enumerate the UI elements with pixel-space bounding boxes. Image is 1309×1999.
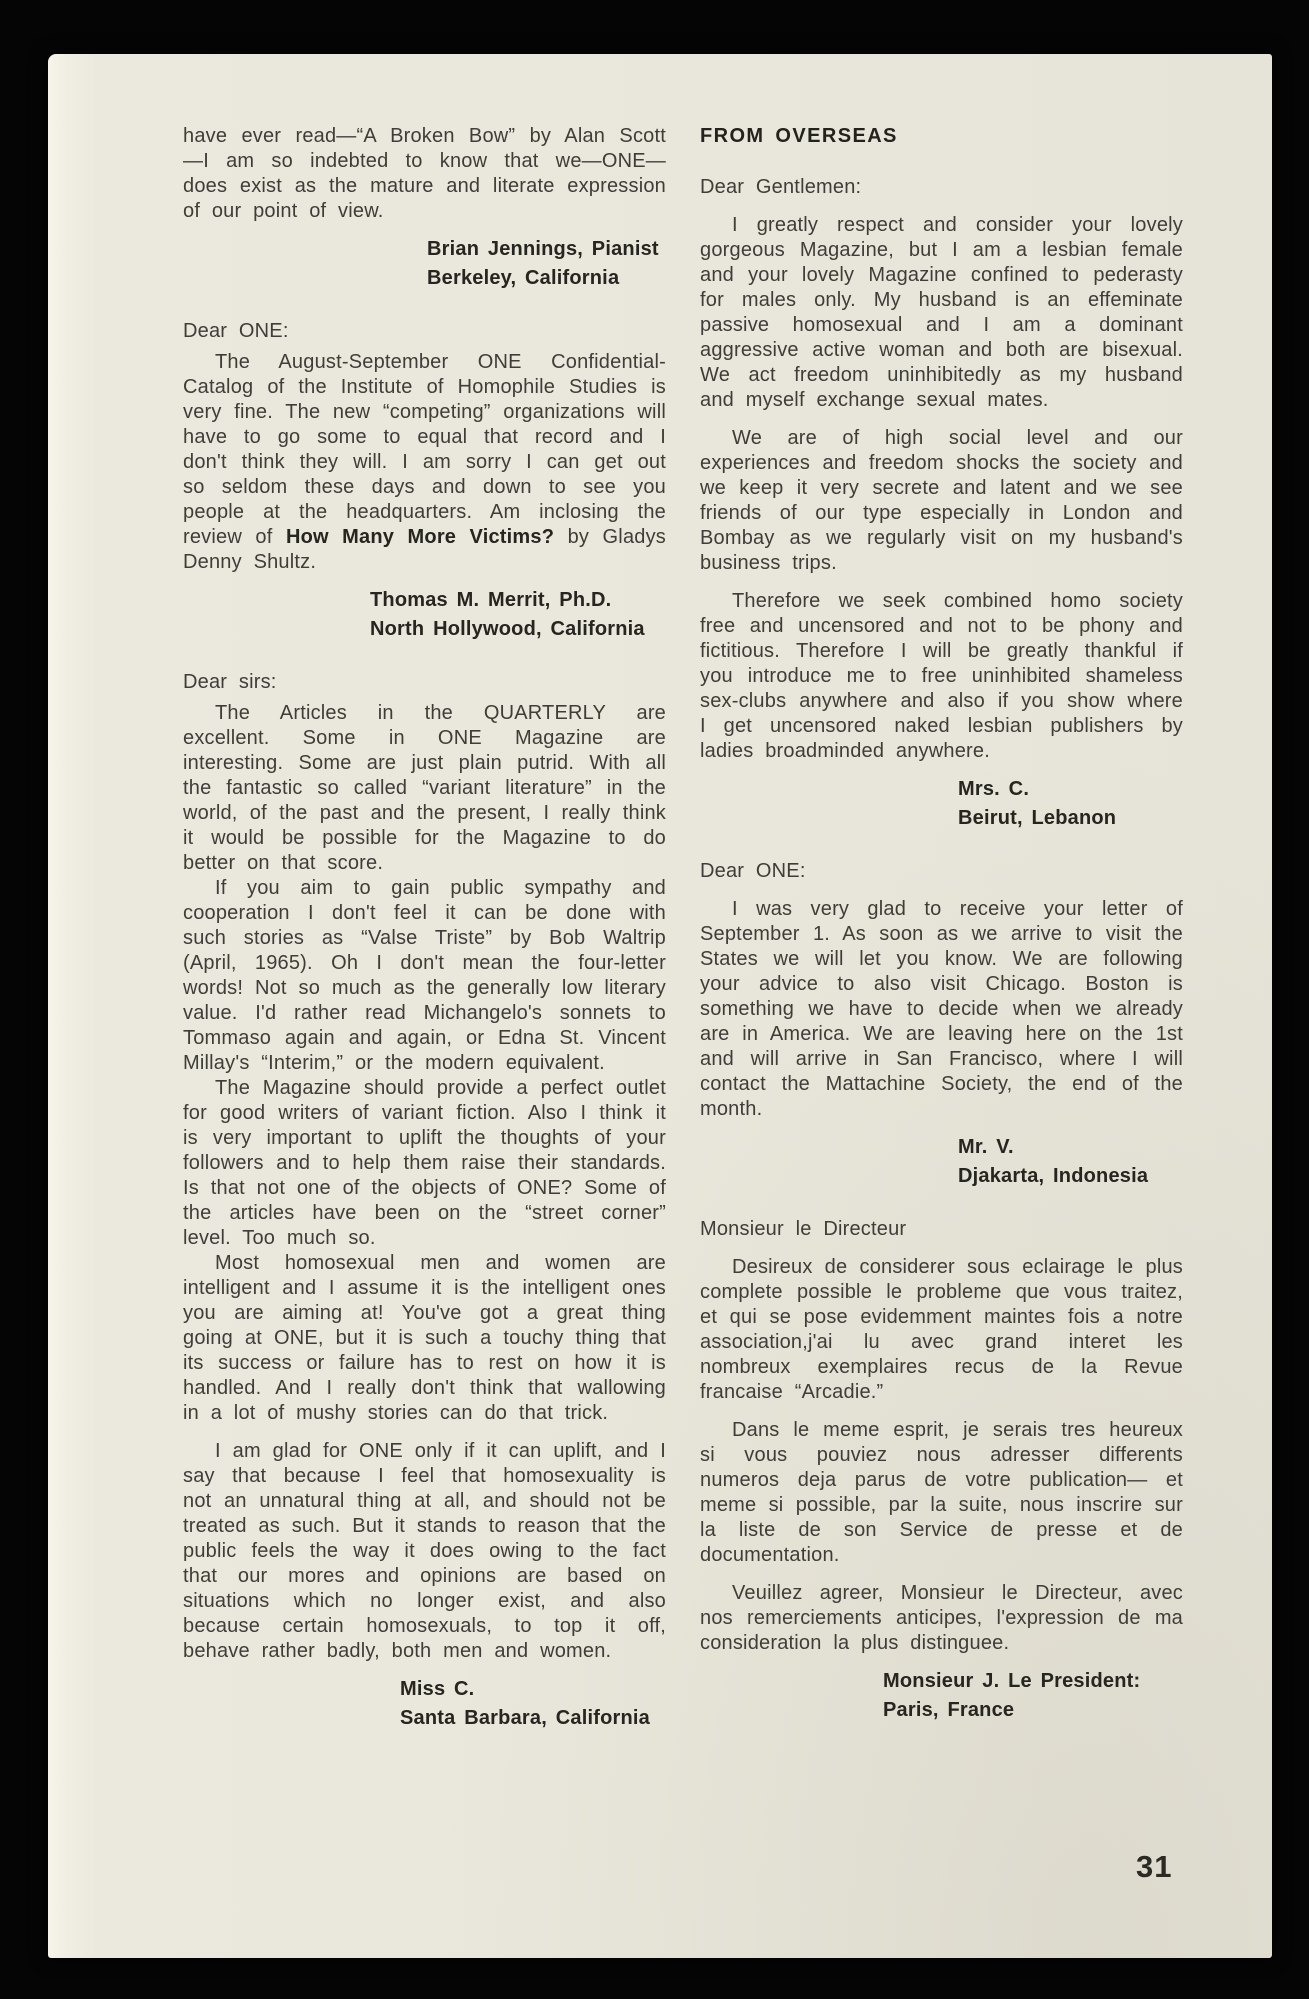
letter-salutation: Dear Gentlemen: [700, 176, 862, 198]
page-number: 31 [1136, 1849, 1173, 1884]
signature-line: Beirut, Lebanon [958, 807, 1117, 829]
signature-line: Djakarta, Indonesia [958, 1165, 1149, 1187]
paragraph-text: have ever read—“A Broken Bow” by Alan Scott—I am so indebted to know that we—ONE—does exist as the mature and literate expression of our point of view. [183, 125, 666, 222]
signature-line: Thomas M. Merrit, Ph.D. [370, 589, 612, 611]
signature-line: Brian Jennings, Pianist [427, 238, 659, 260]
letter-salutation: Dear sirs: [183, 671, 277, 693]
paragraph-text: The August-September ONE Confidential-Catalog of the Institute of Homophile Studies is very fine. The new “competing” organizations will have to go some to equal that record and I don't think they will. I am sorry I can get out so seldom these days and down to see you people at the headquarters. Am inclosing the review of [183, 351, 666, 548]
paragraph-text: I was very glad to receive your letter of September 1. As soon as we arrive to visit the States we will let you know. We are following your advice to also visit Chicago. Boston is something we have to decide when we already are in America. We are leaving here on the 1st and will arrive in San Francisco, where I will contact the Mattachine Society, the end of the month. [700, 898, 1183, 1120]
letter-paragraph [700, 1418, 1183, 1568]
paragraph-text: If you aim to gain public sympathy and cooperation I don't feel it can be done with such stories as “Valse Triste” by Bob Waltrip (April, 1965). Oh I don't mean the four-letter words! Not so much as the generally low literary value. I'd rather read Michangelo's sonnets to Tommaso again and again, or Edna St. Vincent Millay's “Interim,” or the modern equivalent. [183, 877, 666, 1074]
letter-paragraph [183, 350, 666, 575]
letter-signature [883, 1667, 1183, 1725]
letter-salutation: Dear ONE: [183, 320, 289, 342]
letter-paragraph [183, 701, 666, 876]
paragraph-text: Veuillez agreer, Monsieur le Directeur, avec nos remerciements anticipes, l'expression de ma consideration la plus distinguee. [700, 1582, 1183, 1654]
letter-paragraph [183, 1439, 666, 1664]
letter-paragraph [700, 897, 1183, 1122]
section-heading: FROM OVERSEAS [700, 125, 898, 147]
letter-signature [400, 1675, 666, 1733]
letter-signature [958, 1133, 1183, 1191]
signature-line: Paris, France [883, 1699, 1015, 1721]
letter-signature [370, 586, 666, 644]
signature-line: Berkeley, California [427, 267, 620, 289]
paragraph-text: The Articles in the QUARTERLY are excellent. Some in ONE Magazine are interesting. Some are just plain putrid. With all the fantastic so called “variant literature” in the world, of the past and the present, I really think it would be possible for the Magazine to do better on that score. [183, 702, 666, 874]
letter-paragraph [183, 124, 666, 224]
letter-paragraph [700, 213, 1183, 413]
paragraph-text: Dans le meme esprit, je serais tres heureux si vous pouviez nous adresser differents numeros deja parus de votre publication— et meme si possible, par la suite, nous inscrire sur la liste de son Service de presse et de documentation. [700, 1419, 1183, 1566]
letter-paragraph [183, 876, 666, 1076]
paragraph-text: Therefore we seek combined homo society free and uncensored and not to be phony and fictitious. Therefore I will be greatly thankful if you introduce me to free uninhibited shameless sex-clubs anywhere and also if you show where I get uncensored naked lesbian publishers by ladies broadminded anywhere. [700, 590, 1183, 762]
letter-paragraph [183, 1076, 666, 1251]
signature-line: Monsieur J. Le President: [883, 1670, 1141, 1692]
paragraph-text: The Magazine should provide a perfect outlet for good writers of variant fiction. Also I think it is very important to uplift the thoughts of your followers and to help them raise their standards. Is that not one of the objects of ONE? Some of the articles have been on the “street corner” level. Too much so. [183, 1077, 666, 1249]
paragraph-text: I greatly respect and consider your lovely gorgeous Magazine, but I am a lesbian female and your lovely Magazine confined to pederasty for males only. My husband is an effeminate passive homosexual and I am a dominant aggressive active woman and both are bisexual. We act freedom uninhibitedly as my husband and myself exchange sexual mates. [700, 214, 1183, 411]
letter-paragraph [700, 1255, 1183, 1405]
signature-line: Santa Barbara, California [400, 1707, 650, 1729]
paragraph-text: by Gladys Denny Shultz. [183, 526, 666, 573]
letter-salutation: Monsieur le Directeur [700, 1218, 907, 1240]
paragraph-text: I am glad for ONE only if it can uplift, and I say that because I feel that homosexuality is not an unnatural thing at all, and should not be treated as such. But it stands to reason that the public feels the way it does owing to the fact that our mores and opinions are based on situations which no longer exist, and also because certain homosexuals, to top it off, behave rather badly, both men and women. [183, 1440, 666, 1662]
letter-signature [427, 235, 666, 293]
right-column [700, 124, 1183, 1728]
magazine-page [48, 54, 1272, 1958]
letter-paragraph [700, 1581, 1183, 1656]
paragraph-text: We are of high social level and our experiences and freedom shocks the society and we keep it very secrete and latent and we see friends of our type especially in London and Bombay as we regularly visit on my husband's business trips. [700, 427, 1183, 574]
left-column [183, 124, 666, 1736]
signature-line: Mr. V. [958, 1136, 1014, 1158]
signature-line: Miss C. [400, 1678, 475, 1700]
letter-paragraph [700, 426, 1183, 576]
bold-book-title: How Many More Victims? [285, 526, 555, 548]
letter-paragraph [183, 1251, 666, 1426]
letter-signature [958, 775, 1183, 833]
letter-salutation: Dear ONE: [700, 860, 806, 882]
paragraph-text: Desireux de considerer sous eclairage le plus complete possible le probleme que vous traitez, et qui se pose evidemment maintes fois a notre association,j'ai lu avec grand interet les nombreux exemplaires recus de la Revue francaise “Arcadie.” [700, 1256, 1183, 1403]
paragraph-text: Most homosexual men and women are intelligent and I assume it is the intelligent ones you are aiming at! You've got a great thing going at ONE, but it is such a touchy thing that its success or failure has to rest on how it is handled. And I really don't think that wallowing in a lot of mushy stories can do that trick. [183, 1252, 666, 1424]
letter-paragraph [700, 589, 1183, 764]
signature-line: Mrs. C. [958, 778, 1030, 800]
signature-line: North Hollywood, California [370, 618, 645, 640]
